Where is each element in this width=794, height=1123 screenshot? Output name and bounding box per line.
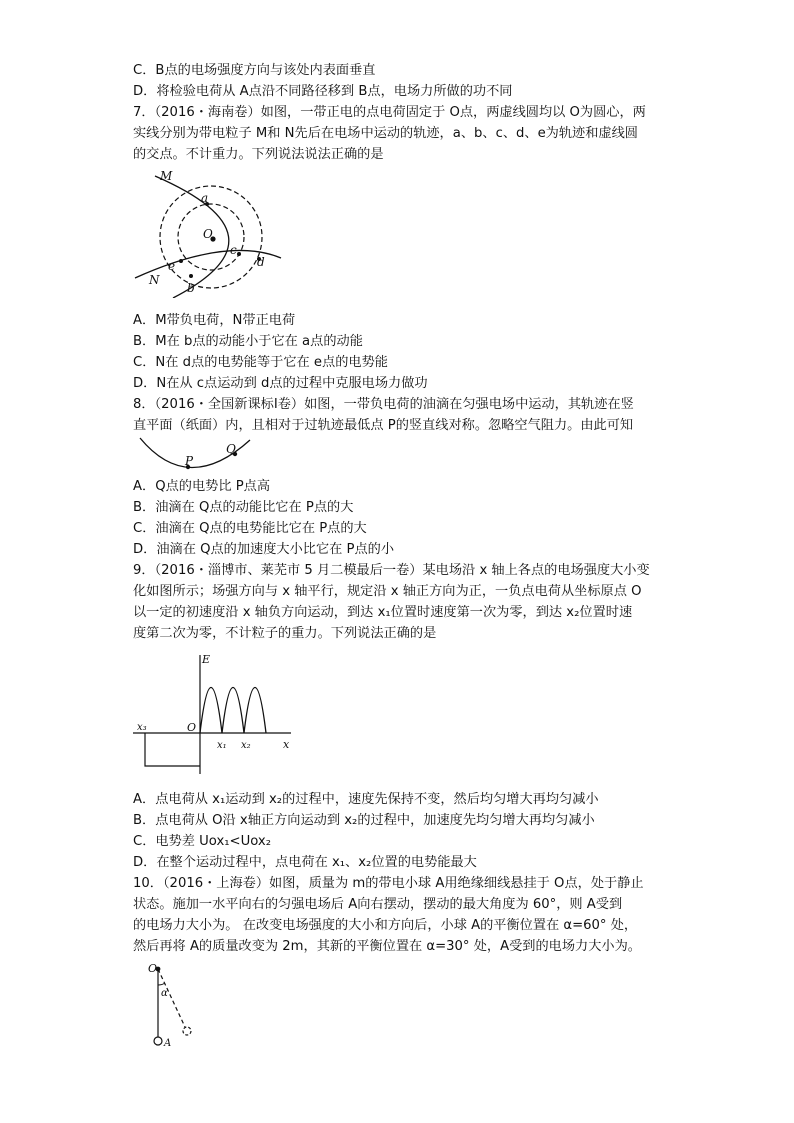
option-a-q8: A．Q点的电势比 P点高 bbox=[133, 479, 271, 494]
question-10-line1: 10．（2016・上海卷）如图，质量为 m的带电小球 A用绝缘细线悬挂于 O点，处于静止 bbox=[133, 876, 644, 891]
option-d-q8: D．油滴在 Q点的加速度大小比它在 P点的小 bbox=[133, 542, 395, 557]
field-arch-2 bbox=[222, 688, 244, 734]
question-7-line3: 的交点。不计重力。下列说法说法正确的是 bbox=[133, 147, 384, 162]
label-a: a bbox=[201, 191, 209, 205]
label-x-axis: x bbox=[283, 738, 290, 751]
option-c-q6: C．B点的电场强度方向与该处内表面垂直 bbox=[133, 63, 376, 78]
option-b-q7: B．M在 b点的动能小于它在 a点的动能 bbox=[133, 334, 363, 349]
trajectory-m bbox=[155, 176, 229, 298]
label-o: O bbox=[148, 962, 158, 975]
option-d-q7: D．N在从 c点运动到 d点的过程中克服电场力做功 bbox=[133, 376, 428, 391]
figure-q10-pendulum bbox=[140, 960, 212, 1052]
option-d-q9: D．在整个运动过程中，点电荷在 x₁、x₂位置的电势能最大 bbox=[133, 855, 477, 870]
ball-deflected bbox=[183, 1027, 191, 1035]
question-10-line3: 的电场力大小为。 在改变电场强度的大小和方向后，小球 A的平衡位置在 α=60° 处， bbox=[133, 918, 638, 933]
question-9-line2: 化如图所示；场强方向与 x 轴平行，规定沿 x 轴正方向为正，一负点电荷从坐标原点 O bbox=[133, 584, 642, 599]
label-m: M bbox=[160, 169, 173, 183]
point-c bbox=[237, 252, 241, 256]
label-n: N bbox=[149, 273, 160, 287]
question-10-line4: 然后再将 A的质量改变为 2m，其新的平衡位置在 α=30° 处，A受到的电场力大小为。 bbox=[133, 939, 641, 954]
option-c-q9: C．电势差 Uox₁<Uox₂ bbox=[133, 834, 272, 849]
point-b bbox=[189, 274, 193, 278]
label-e: e bbox=[168, 259, 176, 273]
label-b: b bbox=[187, 281, 195, 295]
field-arch-1 bbox=[200, 688, 222, 734]
label-e-axis: E bbox=[202, 653, 211, 666]
question-10-line2: 状态。施加一水平向右的匀强电场后 A向右摆动，摆动的最大角度为 60°，则 A受到 bbox=[133, 897, 623, 912]
option-d-q6: D．将检验电荷从 A点沿不同路径移到 B点，电场力所做的功不同 bbox=[133, 84, 513, 99]
label-x1: x₁ bbox=[217, 740, 227, 751]
label-o: O bbox=[203, 227, 213, 241]
option-b-q9: B．点电荷从 O沿 x轴正方向运动到 x₂的过程中，加速度先均匀增大再均匀减小 bbox=[133, 813, 595, 828]
figure-q8-oil-drop bbox=[138, 436, 258, 474]
label-x3: x₃ bbox=[137, 722, 147, 733]
option-a-q9: A．点电荷从 x₁运动到 x₂的过程中，速度先保持不变，然后均匀增大再均匀减小 bbox=[133, 792, 599, 807]
label-p: P bbox=[185, 454, 194, 468]
label-origin: O bbox=[187, 721, 197, 734]
option-c-q8: C．油滴在 Q点的电势能比它在 P点的大 bbox=[133, 521, 367, 536]
option-b-q8: B．油滴在 Q点的动能比它在 P点的大 bbox=[133, 500, 354, 515]
question-8-line2: 直平面（纸面）内，且相对于过轨迹最低点 P的竖直线对称。忽略空气阻力。由此可知 bbox=[133, 418, 634, 433]
figure-q9-e-field-graph bbox=[133, 652, 298, 777]
question-7-line2: 实线分别为带电粒子 M和 N先后在电场中运动的轨迹，a、b、c、d、e为轨迹和虚线圆 bbox=[133, 126, 638, 141]
figure-q7-trajectories bbox=[133, 166, 283, 298]
angle-arc bbox=[158, 983, 165, 985]
point-e bbox=[179, 259, 183, 263]
label-alpha: α bbox=[161, 988, 168, 999]
label-a: A bbox=[164, 1038, 172, 1049]
question-7-line1: 7．（2016・海南卷）如图，一带正电的点电荷固定于 O点，两虚线圆均以 O为圆心，两 bbox=[133, 105, 646, 120]
option-c-q7: C．N在 d点的电势能等于它在 e点的电势能 bbox=[133, 355, 388, 370]
label-x2: x₂ bbox=[241, 740, 251, 751]
question-9-line3: 以一定的初速度沿 x 轴负方向运动，到达 x₁位置时速度第一次为零，到达 x₂位置时速 bbox=[133, 605, 633, 620]
label-d: d bbox=[257, 255, 265, 269]
question-9-line1: 9．（2016・淄博市、莱芜市 5 月二模最后一卷）某电场沿 x 轴上各点的电场强度大小变 bbox=[133, 563, 650, 578]
negative-field-segment bbox=[145, 733, 200, 766]
question-8-line1: 8．（2016・全国新课标Ⅰ卷）如图，一带负电荷的油滴在匀强电场中运动，其轨迹在竖 bbox=[133, 397, 634, 412]
label-c: c bbox=[230, 243, 237, 257]
field-arch-3 bbox=[244, 688, 266, 734]
option-a-q7: A．M带负电荷，N带正电荷 bbox=[133, 313, 296, 328]
question-9-line4: 度第二次为零，不计粒子的重力。下列说法正确的是 bbox=[133, 626, 437, 641]
label-q: Q bbox=[226, 442, 236, 456]
ball-a bbox=[154, 1037, 162, 1045]
